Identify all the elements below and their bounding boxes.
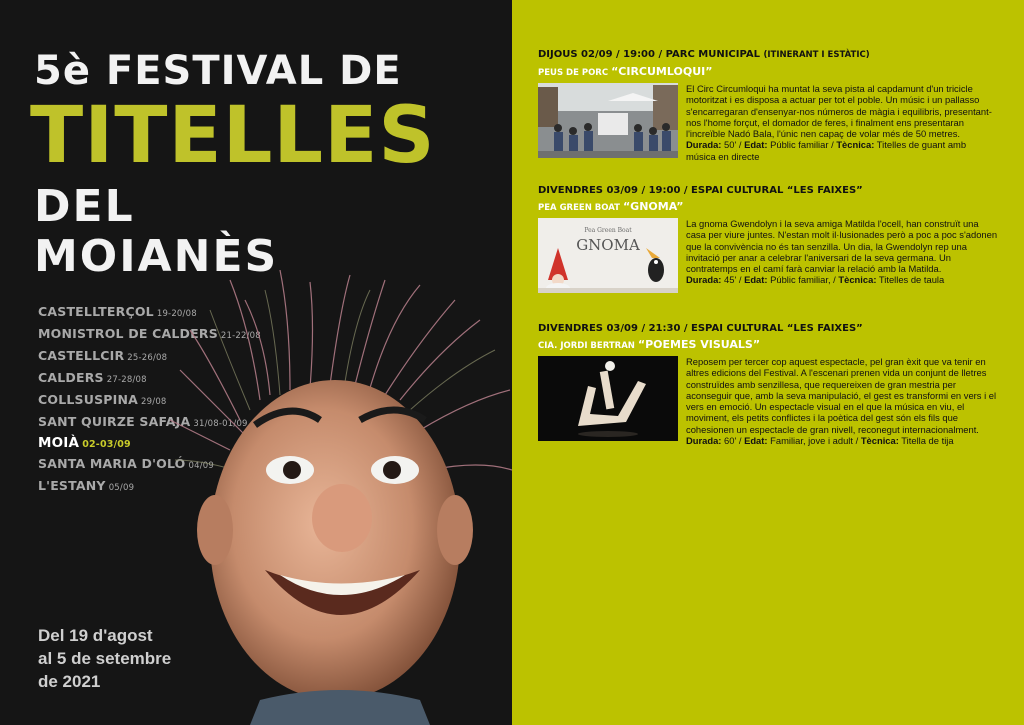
festival-dates: Del 19 d'agost al 5 de setembre de 2021: [38, 626, 172, 691]
town-item-active: MOIÀ 02-03/09: [38, 435, 131, 451]
event-meta: Durada: 60' / Edat: Familiar, jove i adult / Tècnica: Titella de tija: [686, 435, 954, 447]
right-panel: [512, 0, 1024, 725]
event-company: PEA GREEN BOAT “GNOMA”: [538, 200, 684, 213]
event-photo-letters: [538, 356, 678, 441]
event-meta: Durada: 45' / Edat: Públic familiar, / Tècnica: Titelles de taula: [686, 274, 945, 286]
festival-title: [30, 48, 436, 282]
event-meta: Durada: 50' / Edat: Públic familiar / Tècnica: Titelles de guant amb música en directe: [686, 139, 967, 162]
title-line-3: DEL MOIANÈS: [34, 181, 279, 282]
title-line-2: TITELLES: [30, 91, 436, 181]
town-item: MONISTROL DE CALDERS 21-22/08: [38, 326, 261, 341]
event-photo-street: [538, 83, 678, 158]
event-card: [538, 322, 998, 446]
town-item: COLLSUSPINA 29/08: [38, 392, 167, 407]
town-item: CALDERS 27-28/08: [38, 370, 147, 385]
town-item: CASTELLCIR 25-26/08: [38, 348, 168, 363]
event-card: [538, 48, 998, 162]
title-line-1: 5è FESTIVAL DE: [34, 48, 402, 94]
town-item: L'ESTANY 05/09: [38, 478, 135, 493]
town-item: SANT QUIRZE SAFAJA 31/08-01/09: [38, 414, 248, 429]
event-header: DIVENDRES 03/09 / 21:30 / ESPAI CULTURAL “LES FAIXES”: [538, 323, 863, 334]
puppet-face-image: [170, 270, 512, 725]
svg-text:GNOMA: GNOMA: [576, 236, 640, 254]
town-item: CASTELLTERÇOL 19-20/08: [38, 304, 197, 319]
event-header: DIVENDRES 03/09 / 19:00 / ESPAI CULTURAL “LES FAIXES”: [538, 185, 863, 196]
event-header: DIJOUS 02/09 / 19:00 / PARC MUNICIPAL (ITINERANT I ESTÀTIC): [538, 49, 870, 60]
event-card: [538, 184, 998, 293]
event-description: La gnoma Gwendolyn i la seva amiga Matilda l'ocell, han construït una casa per viure juntes. N'estan molt il·lusionades però a poc a poc s'adonen que la convivència no és tan senzilla. Un dia, la Gwendolyn rep una invitació per anar a celebrar l'aniversari de la seva germana. Un contratemps en el camí farà canviar la relació amb la Matilda.: [686, 218, 998, 275]
town-item: SANTA MARIA D'OLÓ 04/09: [38, 456, 215, 471]
event-description: El Circ Circumloqui ha muntat la seva pista al capdamunt d'un tricicle motoritzat i es disposa a actuar per tot el poble. Un músic i un pallasso s'encarregaran d'ensenyar-nos números de màgia i equilibris, presentant-nos l'home forçut, el domador de feres, i finalment ens presentaran l'increïble Nadó Bala, l'únic nen capaç de volar més de 50 metres.: [686, 83, 992, 140]
event-company: PEUS DE PORC “CIRCUMLOQUI”: [538, 65, 713, 78]
event-photo-gnoma: [538, 218, 678, 293]
svg-text:Pea Green Boat: Pea Green Boat: [584, 227, 632, 234]
event-company: CIA. JORDI BERTRAN “POEMES VISUALS”: [538, 338, 761, 351]
event-description: Reposem per tercer cop aquest espectacle, pel gran èxit que va tenir en altres edicions del Festival. A l'escenari prenen vida un conjunt de lletres construïdes amb senzillesa, que requereixen de gran mestria per aconseguir que, amb la seva manipulació, el gest es transformi en vers i el vers en emoció. Un espectacle visual en el que la música en viu, el moviment, els petits conflictes i la poètica del gest són els fils que cohesionen un espectacle de gran nivell, reconegut internacionalment.: [686, 356, 997, 435]
